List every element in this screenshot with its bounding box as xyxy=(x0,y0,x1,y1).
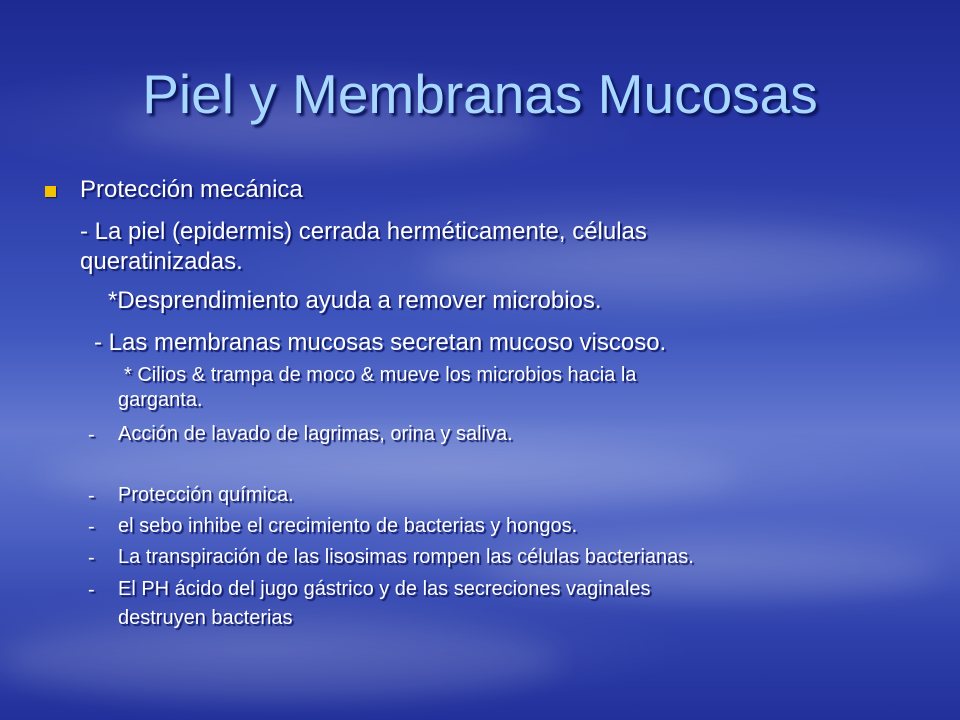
dash-list-item: el sebo inhibe el crecimiento de bacterias y hongos. xyxy=(118,515,578,537)
dash-marker: - xyxy=(88,424,95,446)
body-line: - Las membranas mucosas secretan mucoso viscoso. xyxy=(94,329,667,356)
body-line: *Desprendimiento ayuda a remover microbios. xyxy=(108,287,602,314)
dash-marker: - xyxy=(88,516,95,538)
body-line: * Cilios & trampa de moco & mueve los microbios hacia la xyxy=(124,364,637,386)
bullet-heading: Protección mecánica xyxy=(80,176,303,203)
slide-title: Piel y Membranas Mucosas xyxy=(142,63,818,125)
dash-list-item: Acción de lavado de lagrimas, orina y saliva. xyxy=(118,423,513,445)
dash-list-item-continuation: destruyen bacterias xyxy=(118,607,293,629)
dash-list-item: Protección química. xyxy=(118,484,294,506)
body-line: queratinizadas. xyxy=(80,248,243,275)
dash-list-item: La transpiración de las lisosimas rompen las células bacterianas. xyxy=(118,546,694,568)
dash-list-item: El PH ácido del jugo gástrico y de las secreciones vaginales xyxy=(118,578,651,600)
square-bullet-icon xyxy=(45,186,56,197)
dash-marker: - xyxy=(88,579,95,601)
dash-marker: - xyxy=(88,547,95,569)
dash-marker: - xyxy=(88,485,95,507)
body-line: garganta. xyxy=(118,389,203,411)
body-line: - La piel (epidermis) cerrada herméticamente, células xyxy=(80,218,647,245)
